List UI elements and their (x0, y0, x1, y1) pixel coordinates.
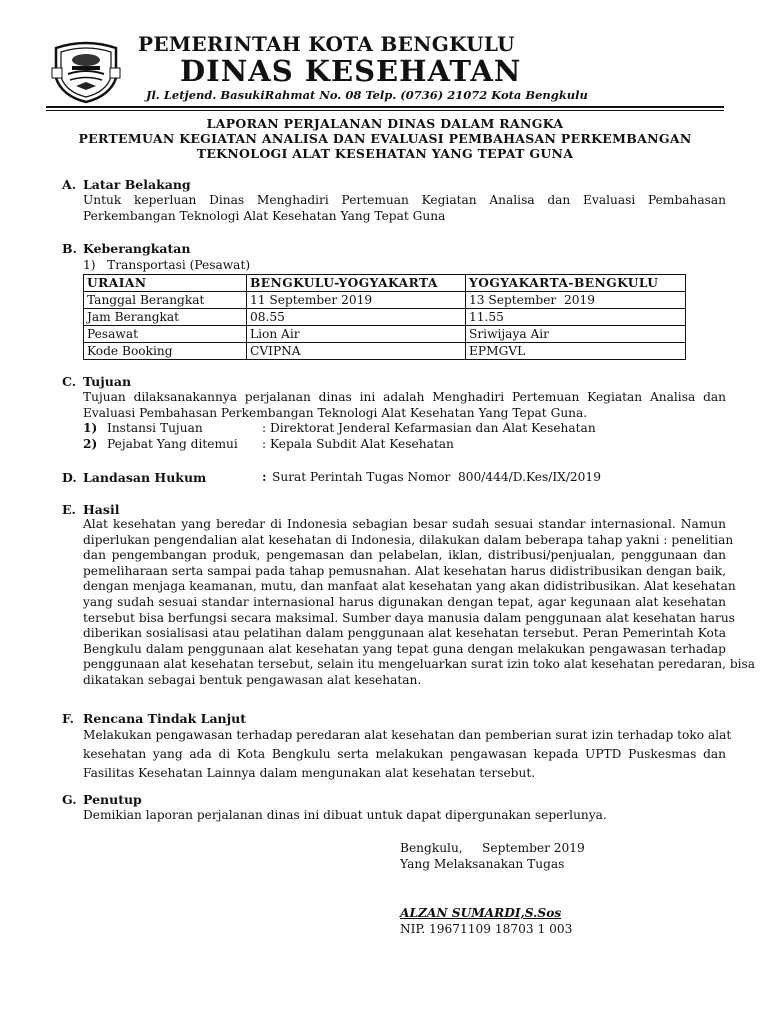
table-cell: Sriwijaya Air (466, 326, 686, 343)
section-e-line: diperlukan pengendalian alat kesehatan di Indonesia, dilakukan dalam beberapa tahap yakni : penelitian (83, 532, 734, 547)
section-e-line: diberikan sosialisasi atau pelatihan dalam penggunaan alat kesehatan tersebut. Peran Pemerintah Kota (83, 626, 726, 641)
table-cell: Tanggal Berangkat (84, 292, 247, 309)
table-row (84, 343, 686, 360)
table-row (84, 292, 686, 309)
table-header-cell: URAIAN (84, 275, 247, 292)
agency-address: Jl. Letjend. BasukiRahmat No. 08 Telp. (0736) 21072 Kota Bengkulu (146, 88, 588, 102)
table-cell: Lion Air (247, 326, 466, 343)
signature-name: ALZAN SUMARDI,S.Sos (400, 906, 562, 920)
section-e-letter: E. (62, 502, 76, 517)
section-e-title: Hasil (83, 502, 120, 517)
section-c-item-value: : Direktorat Jenderal Kefarmasian dan Alat Kesehatan (262, 421, 596, 435)
table-cell: CVIPNA (247, 343, 466, 360)
table-header-cell: YOGYAKARTA-BENGKULU (466, 275, 686, 292)
section-g-text: Demikian laporan perjalanan dinas ini dibuat untuk dapat dipergunakan seperlunya. (83, 808, 607, 822)
table-header-row (84, 275, 686, 292)
section-c-text: Tujuan dilaksanakannya perjalanan dinas ini adalah Menghadiri Pertemuan Kegiatan Analisa dan Evaluasi Pembahasan Perkembangan Teknologi Alat Kesehatan Yang Tepat Guna. (83, 390, 726, 420)
table-cell: 13 September 2019 (466, 292, 686, 309)
section-g-title: Penutup (83, 792, 142, 807)
section-e-line: dikatakan sebagai bentuk pengawasan alat kesehatan. (83, 672, 422, 687)
letterhead-rule-thick (46, 106, 724, 108)
section-e-line: pemeliharaan serta sampai pada tahap pemusnahan. Alat kesehatan harus didistribusikan dengan baik, (83, 563, 726, 578)
table-row (84, 309, 686, 326)
section-e-line: dengan menjaga keamanan, mutu, dan manfaat alat kesehatan yang akan didistribusikan. Alat kesehatan (83, 579, 736, 594)
letterhead-rule-thin (46, 110, 724, 111)
section-d-text: Surat Perintah Tugas Nomor 800/444/D.Kes/IX/2019 (272, 470, 601, 484)
table-cell: Kode Booking (84, 343, 247, 360)
section-c-item-value: : Kepala Subdit Alat Kesehatan (262, 437, 454, 451)
table-cell: 11.55 (466, 309, 686, 326)
transport-table (83, 274, 686, 360)
table-cell: EPMGVL (466, 343, 686, 360)
table-cell: 08.55 (247, 309, 466, 326)
report-title-line3: TEKNOLOGI ALAT KESEHATAN YANG TEPAT GUNA (196, 146, 574, 161)
section-e-line: Alat kesehatan yang beredar di Indonesia sebagian besar sudah sesuai standar internasional. Namun (83, 517, 726, 531)
section-f-letter: F. (62, 711, 74, 726)
table-row (84, 326, 686, 343)
section-b-letter: B. (62, 241, 77, 256)
section-a-title: Latar Belakang (83, 177, 191, 192)
section-f-line: Melakukan pengawasan terhadap peredaran alat kesehatan dan pemberian surat izin terhadap toko alat (83, 728, 732, 742)
section-e-body (83, 517, 756, 689)
section-c-title: Tujuan (83, 374, 132, 389)
section-e-line: tersebut bisa berfungsi secara maksimal. Sumber daya manusia dalam penggunaan alat kesehatan harus (83, 610, 735, 625)
section-e-line: penggunaan alat kesehatan tersebut, selain itu mengeluarkan surat izin toko alat kesehatan peredaran, bisa (83, 657, 756, 672)
section-f-line: Fasilitas Kesehatan Lainnya dalam mengunakan alat kesehatan tersebut. (83, 766, 536, 780)
section-f-line: kesehatan yang ada di Kota Bengkulu serta melakukan pengawasan kepada UPTD Puskesmas dan (83, 747, 726, 761)
table-cell: Jam Berangkat (84, 309, 247, 326)
table-header-cell: BENGKULU-YOGYAKARTA (247, 275, 466, 292)
signature-place-date: Bengkulu, September 2019 (400, 841, 585, 855)
section-a-text: Untuk keperluan Dinas Menghadiri Pertemuan Kegiatan Analisa dan Evaluasi Pembahasan Perkembangan Teknologi Alat Kesehatan Yang Tepat Guna (83, 193, 726, 223)
section-d-letter: D. (62, 470, 77, 485)
section-c-item-number: 2) (83, 437, 98, 451)
section-c-letter: C. (62, 374, 77, 389)
report-title-line2: PERTEMUAN KEGIATAN ANALISA DAN EVALUASI PEMBAHASAN PERKEMBANGAN (78, 131, 692, 146)
table-cell: Pesawat (84, 326, 247, 343)
section-e-line: yang sudah sesuai standar internasional harus digunakan dengan tepat, agar kegunaan alat kesehatan (83, 594, 726, 609)
government-name: PEMERINTAH KOTA BENGKULU (138, 32, 515, 56)
section-c-item-number: 1) (83, 421, 98, 435)
section-e-line: Bengkulu dalam penggunaan alat kesehatan yang tepat guna dengan melakukan pengawasan terhadap (83, 641, 726, 656)
section-b-title: Keberangkatan (83, 241, 191, 256)
section-c-item-label: Pejabat Yang ditemui (107, 437, 238, 451)
section-d-colon: : (262, 470, 267, 484)
section-d-title: Landasan Hukum (83, 470, 207, 485)
agency-name: DINAS KESEHATAN (180, 54, 522, 88)
signature-nip: NIP. 19671109 18703 1 003 (400, 922, 573, 936)
section-e-line: dan pengembangan produk, pengemasan dan pelabelan, iklan, distribusi/penjualan, penggunaan dan (83, 548, 726, 563)
section-f-title: Rencana Tindak Lanjut (83, 711, 247, 726)
section-g-letter: G. (62, 792, 77, 807)
signature-role: Yang Melaksanakan Tugas (400, 857, 565, 871)
section-b-subtitle: 1) Transportasi (Pesawat) (83, 258, 251, 272)
city-emblem-logo (50, 38, 122, 104)
section-f-body (83, 726, 732, 783)
report-title-line1: LAPORAN PERJALANAN DINAS DALAM RANGKA (206, 116, 564, 131)
section-a-letter: A. (62, 177, 77, 192)
section-c-item-label: Instansi Tujuan (107, 421, 203, 435)
table-cell: 11 September 2019 (247, 292, 466, 309)
